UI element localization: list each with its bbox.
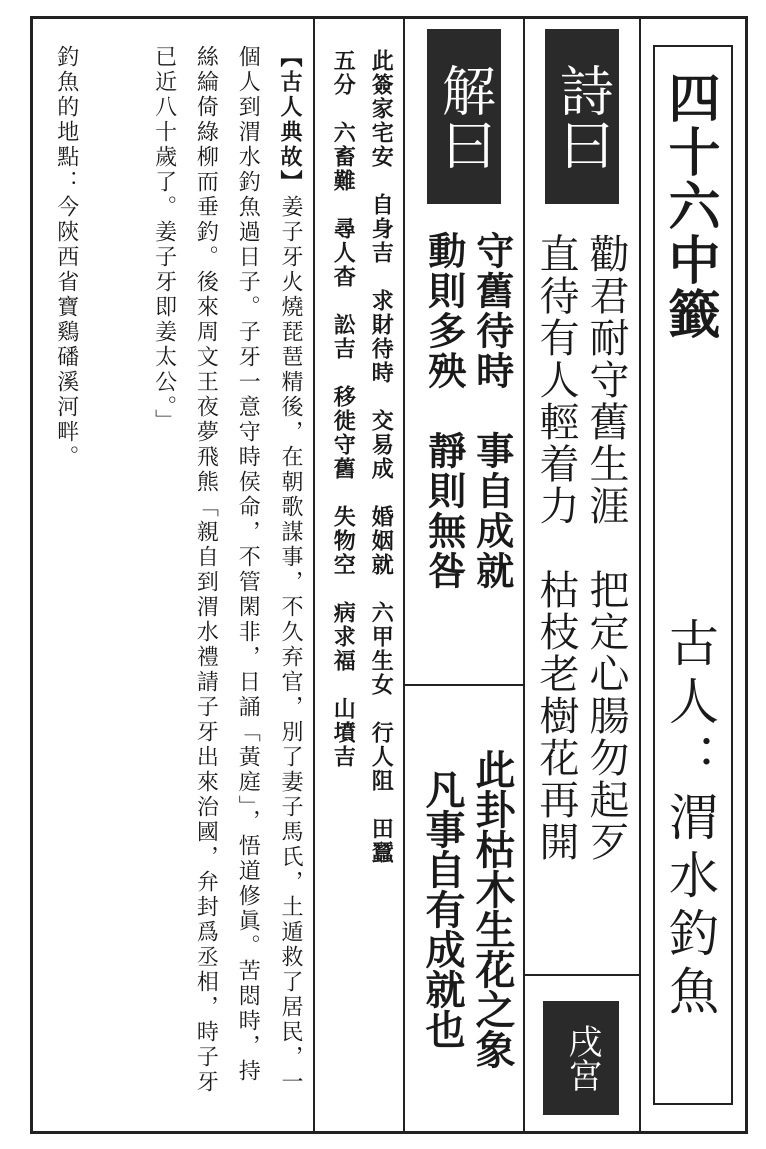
story-column [45,19,311,1131]
title-column [641,19,745,1131]
jie-line-2: 動則多殃 靜則無咎 [421,231,466,591]
detail-line-1: 此簽家宅安 自身吉 求財待時 交易成 婚姻就 六甲生女 行人阻 田蠶 [368,49,394,865]
story-body [143,45,311,1105]
story-heading: 【古人典故】 [277,45,303,195]
story-footnote: 釣魚的地點：今陝西省寶鷄磻溪河畔。 [53,45,79,470]
divider [405,684,523,686]
slip-number: 四十六中籤 [659,71,720,341]
palace-label: 戌宮 [543,1001,619,1115]
jie-line-1: 守舊待時 事自成就 [469,231,514,591]
detail-line-2: 五分 六畜難 尋人杳 訟吉 移徙守舊 失物空 病求福 山墳吉 [330,49,356,769]
poem-column [525,19,639,1131]
fortune-slip-frame [30,16,748,1134]
slip-subtitle: 古人：渭水釣魚 [661,617,719,1023]
jie-label: 解曰 [427,29,501,204]
detail-column [315,19,403,1131]
poem-line-1: 勸君耐守舊生涯 把定心腸勿起歹 [583,233,629,863]
gua-line-2: 凡事自有成就也 [419,769,465,1049]
poem-line-2: 直待有人輕着力 枯枝老樹花再開 [533,233,579,863]
divider [523,19,525,1131]
divider [639,19,641,1131]
divider [525,974,639,976]
story-text: 姜子牙火燒琵琶精後，在朝歌謀事，不久弃官，別了妻子馬氏，土遁救了居民，一個人到渭水釣魚過日子。子牙一意守時侯命，不管閑非，日誦「黃庭」，悟道修眞。苦悶時，持絲綸倚綠柳而垂釣。後來周文王夜夢飛熊「親自到渭水禮請子牙出來治國，弁封爲丞相，時子牙已近八十歲了。姜子牙即姜太公。」 [151,45,303,1095]
divider [313,19,315,1131]
jie-column [405,19,523,1131]
gua-line-1: 此卦枯木生花之象 [469,749,515,1069]
shi-label: 詩曰 [545,29,619,204]
divider [403,19,405,1131]
